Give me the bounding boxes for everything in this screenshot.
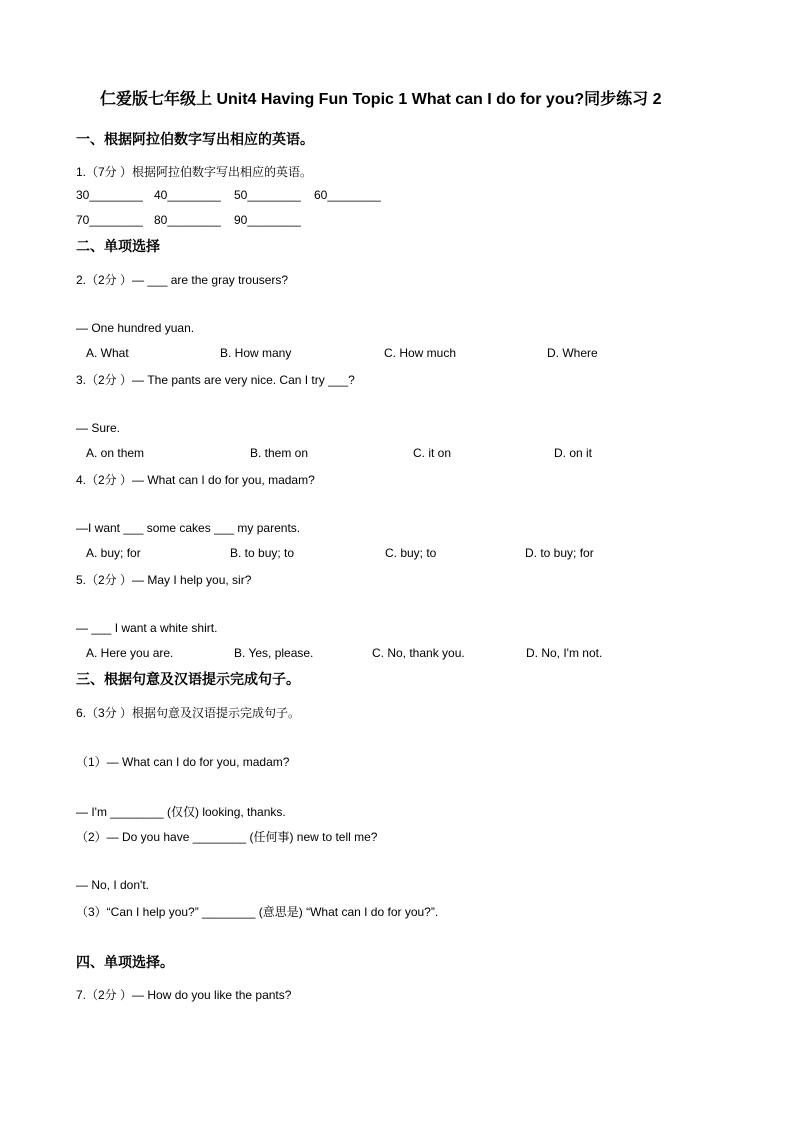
number-70: 70________ (76, 213, 143, 227)
q3-option-a: A. on them (86, 446, 145, 460)
number-60: 60________ (314, 188, 381, 202)
number-30: 30________ (76, 188, 143, 202)
q2-option-c: C. How much (384, 346, 457, 360)
q5-option-a: A. Here you are. (86, 646, 174, 660)
question-6-part-3: （3）“Can I help you?” ________ (意思是) “What can I do for you?”. (76, 905, 439, 919)
question-3-reply: — Sure. (76, 421, 121, 435)
question-2-reply: — One hundred yuan. (76, 321, 195, 335)
question-6-part-2-reply: — No, I don't. (76, 878, 149, 892)
q5-option-b: B. Yes, please. (234, 646, 314, 660)
document-title: 仁爱版七年级上 Unit4 Having Fun Topic 1 What can I do for you?同步练习 2 (100, 91, 662, 108)
question-6-part-1-reply: — I'm ________ (仅仅) looking, thanks. (76, 805, 286, 819)
q2-option-a: A. What (86, 346, 129, 360)
question-1-stem: 1.（7分 ）根据阿拉伯数字写出相应的英语。 (76, 165, 313, 179)
question-3-stem: 3.（2分 ）— The pants are very nice. Can I try ___? (76, 373, 355, 387)
section-heading-3: 三、根据句意及汉语提示完成句子。 (76, 671, 300, 687)
section-heading-4: 四、单项选择。 (76, 954, 174, 970)
q3-option-c: C. it on (413, 446, 452, 460)
question-6-part-1: （1）— What can I do for you, madam? (76, 755, 290, 769)
q2-option-b: B. How many (220, 346, 292, 360)
question-4-reply: —I want ___ some cakes ___ my parents. (76, 521, 301, 535)
question-4-stem: 4.（2分 ）— What can I do for you, madam? (76, 473, 315, 487)
question-2-stem: 2.（2分 ）— ___ are the gray trousers? (76, 273, 289, 287)
number-90: 90________ (234, 213, 301, 227)
q4-option-a: A. buy; for (86, 546, 141, 560)
q5-option-d: D. No, I'm not. (526, 646, 603, 660)
question-7-stem: 7.（2分 ）— How do you like the pants? (76, 988, 292, 1002)
question-5-reply: — ___ I want a white shirt. (76, 621, 218, 635)
question-5-stem: 5.（2分 ）— May I help you, sir? (76, 573, 252, 587)
q2-option-d: D. Where (547, 346, 598, 360)
question-6-part-2: （2）— Do you have ________ (任何事) new to tell me? (76, 830, 378, 844)
section-heading-1: 一、根据阿拉伯数字写出相应的英语。 (76, 131, 314, 147)
q4-option-d: D. to buy; for (525, 546, 594, 560)
number-50: 50________ (234, 188, 301, 202)
number-80: 80________ (154, 213, 221, 227)
q4-option-c: C. buy; to (385, 546, 437, 560)
q3-option-b: B. them on (250, 446, 309, 460)
q5-option-c: C. No, thank you. (372, 646, 465, 660)
question-6-stem: 6.（3分 ）根据句意及汉语提示完成句子。 (76, 706, 301, 720)
section-heading-2: 二、单项选择 (76, 238, 160, 254)
q3-option-d: D. on it (554, 446, 593, 460)
q4-option-b: B. to buy; to (230, 546, 295, 560)
number-40: 40________ (154, 188, 221, 202)
